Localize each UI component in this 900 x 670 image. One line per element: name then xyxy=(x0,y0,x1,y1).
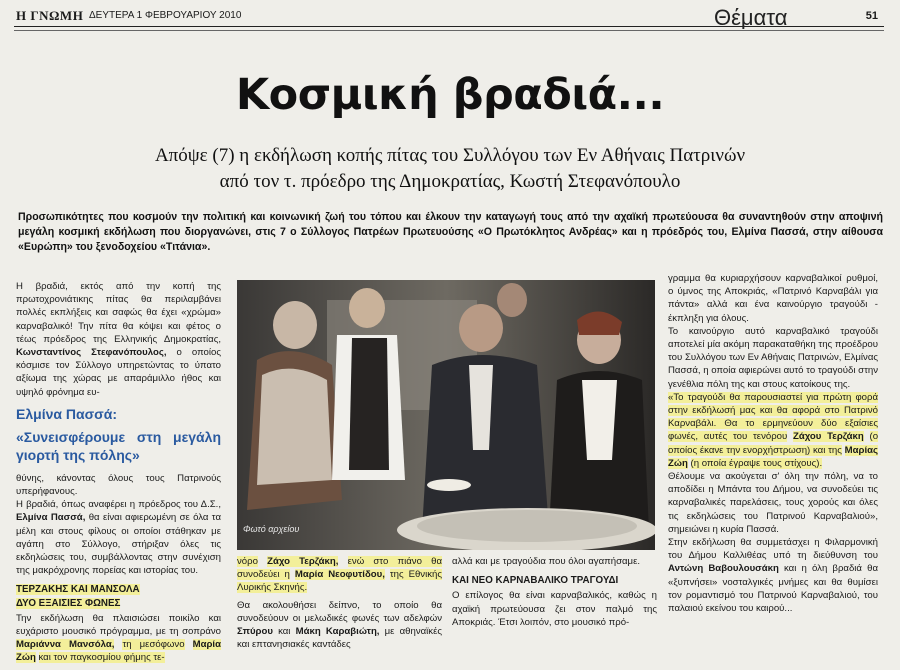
paper-name: Η ΓΝΩΜΗ xyxy=(16,8,84,23)
page-number: 51 xyxy=(865,10,878,22)
person-name: Ζάχου Τερζάκη xyxy=(793,431,864,443)
person-name: Σπύρου xyxy=(237,626,273,638)
news-photo xyxy=(237,280,655,550)
section-heading: ΚΑΙ ΝΕΟ ΚΑΡΝΑΒΑΛΙΚΟ ΤΡΑΓΟΥΔΙ xyxy=(452,575,619,587)
heading-line: ΔΥΟ ΕΞΑΙΣΙΕΣ ΦΩΝΕΣ xyxy=(16,597,121,609)
text: Την εκδήλωση θα πλαισιώσει ποικίλο και ευχάριστο μουσικό πρόγραμμα, με τη σοπράνο xyxy=(16,612,221,638)
text: Η βραδιά, όπως αναφέρει η πρόεδρος του Δ.Σ., xyxy=(16,499,221,511)
text: «Το τραγούδι θα παρουσιαστεί για πρώτη φορά στην εκδήλωσή μας και θα αφορά στο Πατρινό Καρναβάλι. Θα το ερμηνεύουν δύο εξαίσιες φωνές, αυτές του τενόρου xyxy=(668,391,878,443)
text: νόρο xyxy=(237,556,258,567)
column-right xyxy=(668,272,878,615)
text: ο οποίος κόσμισε τον Σύλλογο υπηρετώντας το ύπατο αξίωμα της χώρας με απαράμιλλο ήθος και υψηλό φρόνημα ευ- xyxy=(16,347,221,398)
person-name: Ζάχο Τερζάκη, xyxy=(267,556,339,567)
text: Στην εκδήλωση θα συμμετάσχει η Φιλαρμονική του Δήμου Καλλιθέας υπό τη διεύθυνση του xyxy=(668,537,878,562)
paragraph: Ο επίλογος θα είναι καρναβαλικός, καθώς η αχαϊκή πρωτεύουσα ζει στον παλμό της Αποκριάς. Έτσι λοιπόν, στο μουσικό πρό- xyxy=(452,590,657,628)
text: (η οποία έγραψε τους στίχους). xyxy=(690,457,823,469)
text: και τον παγκοσμίου φήμης τε- xyxy=(38,652,165,664)
paragraph xyxy=(237,599,442,652)
masthead-divider xyxy=(14,30,884,31)
paragraph xyxy=(668,536,878,615)
masthead-bar xyxy=(14,5,884,30)
heading-line: ΤΕΡΖΑΚΗΣ ΚΑΙ ΜΑΝΣΟΛΑ xyxy=(16,584,140,596)
column-left xyxy=(16,280,221,665)
headline: Κοσμική βραδιά... xyxy=(235,70,665,120)
paragraph xyxy=(16,498,221,577)
photo-caption: Φωτό αρχείου xyxy=(243,524,300,534)
subtitle-quote: «Συνεισφέρουμε στη μεγάλη γιορτή της πόλης» xyxy=(16,428,221,463)
subhead xyxy=(60,143,840,195)
section-name: Θέματα xyxy=(714,5,788,30)
quote-paragraph xyxy=(668,391,878,470)
issue-date: ΔΕΥΤΕΡΑ 1 ΦΕΒΡΟΥΑΡΙΟΥ 2010 xyxy=(89,10,242,21)
person-name: Μαριάννα Μανσόλα, xyxy=(16,639,115,651)
section-heading xyxy=(16,583,221,609)
text: τη μεσόφωνο xyxy=(122,639,185,651)
text: και η όλη βραδιά θα «ξυπνήσει» νοσταλγικές μνήμες και θα θυμίσει τον ρομαντισμό του Πατρινού Καρναβαλιού, του παλαιού εκείνου του καιρού... xyxy=(668,563,878,615)
paragraph: θύνης, κάνοντας όλους τους Πατρινούς υπερήφανους. xyxy=(16,472,221,498)
person-name: Αντώνη Βαβουλουσάκη xyxy=(668,563,779,575)
person-name: Ελμίνα Πασσά, xyxy=(16,512,86,524)
person-name: Μαρίας Ζώη xyxy=(668,444,879,469)
text: (ο οποίος έκανε την ενορχήστρωση) και της xyxy=(668,431,879,456)
column-middle-1 xyxy=(237,555,442,651)
text: και xyxy=(278,626,291,638)
person-name: Μάκη Καραβιώτη, xyxy=(295,626,380,638)
lead-paragraph: Προσωπικότητες που κοσμούν την πολιτική και κοινωνική ζωή του τόπου και έλκουν την καταγωγή τους από την αχαϊκή πρωτεύουσα θα συναντηθούν στην αποψινή μεγάλη κοσμική εκδήλωση που διοργανώνει, στις 7 ο Σύλλογος Πατρέων Πρωτευούσης «Ο Πρωτόκλητος Ανδρέας» και η πρόεδρός του, Ελμίνα Πασσά, στην αίθουσα «Ευρώπη» του ξενοδοχείου «Τιτάνια». xyxy=(18,211,883,253)
photo-illustration xyxy=(237,280,655,550)
text: θα είναι αφιερωμένη σε όλα τα μέλη και στους φίλους οι οποίοι στάθηκαν με αγάπη στο Σύλλογο, στήριξαν όλες τις εκδηλώσεις του, συμβάλλοντας στην συνέχιση της μακρόχρονης πορείας και ιστορίας του. xyxy=(16,512,222,577)
text: με αθηναϊκές και επτανησιακές καντάδες xyxy=(237,626,443,651)
text: ενώ στο πιάνο θα συνοδεύει η xyxy=(237,556,442,581)
paragraph xyxy=(237,555,442,595)
column-middle-2 xyxy=(452,555,657,629)
paragraph: γραμμα θα κυριαρχήσουν καρναβαλικοί ρυθμοί, ο ύμνος της Αποκριάς, «Πατρινό Καρναβάλι για πάντα» αλλά και ένα καινούργιο τραγούδι - έκπληξη για όλους. xyxy=(668,273,878,324)
paragraph: Θέλουμε να ακούγεται σ' όλη την πόλη, να το αποδίδει η Μπάντα του Δήμου, να συνοδεύει τις καρναβαλικές παρελάσεις, τους χορούς και όλες τις εκδηλώσεις του Πατρινού Καρναβαλιού», σημειώνει η κυρία Πασσά. xyxy=(668,471,878,535)
paragraph: Το καινούργιο αυτό καρναβαλικό τραγούδι αποτελεί μία ακόμη παρακαταθήκη της προέδρου του Συλλόγου των Εν Αθήναις Πατρινών, Ελμίνας Πασσά, η οποία αφιερώνει αυτό το τραγούδι στην γενέθλια πόλη της και στους κατοίκους της. xyxy=(668,325,878,390)
subhead-line-2: από τον τ. πρόεδρο της Δημοκρατίας, Κωστή Στεφανόπουλο xyxy=(219,171,681,192)
person-name: Μαρία Ζώη xyxy=(16,639,221,664)
masthead xyxy=(14,6,884,40)
paragraph xyxy=(16,612,221,665)
text: Η βραδιά, εκτός από την κοπή της πρωτοχρονιάτικης πίτας θα περιλαμβάνει πολλές εκπλήξεις και σαφώς θα έχει «χρώμα» καρναβαλικό! Την πίτα θα κόψει και φέτος ο τέως πρόεδρος της Ελληνικής Δημοκρατίας, xyxy=(16,281,221,345)
person-name: Κωνσταντίνος Στεφανόπουλος, xyxy=(16,347,167,359)
text: της Εθνικής Λυρικής Σκηνής. xyxy=(237,569,442,594)
paragraph xyxy=(16,280,221,399)
paragraph: αλλά και με τραγούδια που όλοι αγαπήσαμε. xyxy=(452,556,641,567)
subtitle-name: Ελμίνα Πασσά: xyxy=(16,405,118,422)
subhead-line-1: Απόψε (7) η εκδήλωση κοπής πίτας του Συλλόγου των Εν Αθήναις Πατρινών xyxy=(154,145,746,166)
text: Θα ακολουθήσει δείπνο, το οποίο θα συνοδεύουν οι μελωδικές φωνές των αδελφών xyxy=(237,599,442,624)
person-name: Μαρία Νεοφυτίδου, xyxy=(294,569,385,581)
